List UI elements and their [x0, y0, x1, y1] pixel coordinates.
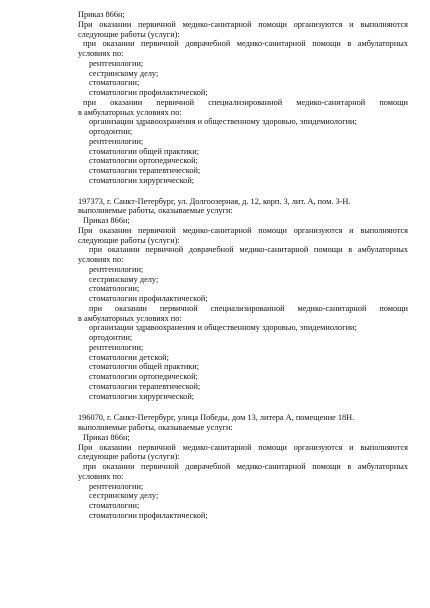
text-line: стоматологии профилактической;: [89, 294, 208, 303]
text-line: стоматологии ортопедической;: [89, 156, 198, 166]
document-body: [0, 10, 430, 521]
text-line: в амбулаторных условиях по:: [78, 313, 182, 323]
text-line: организации здравоохранения и общественному здоровью, эпидемиологии;: [89, 323, 357, 333]
text-line: сестринскому делу;: [89, 491, 159, 501]
text-line: в амбулаторных условиях по:: [78, 107, 182, 117]
text-line: условиях по:: [78, 49, 124, 58]
text-line: следующие работы (услуги):: [78, 452, 180, 462]
text-line: следующие работы (услуги):: [78, 235, 180, 245]
text-line: стоматологии;: [89, 78, 140, 88]
text-line: условиях по:: [78, 471, 124, 481]
text-line: Приказ 866н;: [83, 216, 130, 225]
text-line: рентгенологии;: [89, 342, 144, 352]
text-line: условиях по:: [78, 255, 124, 264]
text-line: при оказании первичной доврачебной медико-санитарной помощи в амбулаторных: [83, 39, 408, 49]
text-line: рентгенологии;: [89, 136, 144, 146]
text-line: Приказ 866н;: [78, 10, 125, 19]
text-line: стоматологии общей практики;: [89, 362, 200, 372]
text-line: При оказании первичной медико-санитарной помощи организуются и выполняются: [78, 225, 408, 235]
text-line: сестринскому делу;: [89, 274, 159, 284]
text-line: стоматологии хирургической;: [89, 175, 195, 185]
section-block-1: [0, 10, 430, 186]
text-line: ортодонтии;: [89, 127, 133, 136]
block-spacer: [0, 186, 430, 197]
address-line: 196070, г. Санкт-Петербург, улица Победы, дом 13, литера А, помещение 18Н.: [78, 413, 355, 423]
text-line: рентгенологии;: [89, 481, 144, 491]
section-block-2: [0, 197, 430, 402]
text-line: стоматологии общей практики;: [89, 146, 200, 156]
text-line: при оказании первичной специализированной медико-санитарной помощи: [89, 303, 408, 313]
text-line: стоматологии;: [89, 501, 140, 510]
text-line: выполняемые работы, оказываемые услуги:: [78, 423, 233, 432]
section-block-3: [0, 413, 430, 520]
text-line: стоматологии детской;: [89, 352, 169, 362]
block-spacer: [0, 401, 430, 413]
text-line: стоматологии профилактической;: [89, 88, 208, 97]
text-line: рентгенологии;: [89, 58, 144, 68]
address-line: 197373, г. Санкт-Петербург, ул. Долгоозерная, д. 12, корп. 3, лит. А, пом. 3-Н.: [78, 196, 351, 206]
text-line: Приказ 866н;: [83, 432, 130, 442]
text-line: организации здравоохранения и общественному здоровью, эпидемиологии;: [89, 117, 357, 127]
text-line: стоматологии терапевтической;: [89, 166, 201, 175]
text-line: ортодонтии;: [89, 333, 133, 342]
text-line: стоматологии;: [89, 284, 140, 294]
text-line: при оказании первичной доврачебной медико-санитарной помощи в амбулаторных: [83, 462, 408, 471]
text-line: при оказании первичной специализированной медико-санитарной помощи: [83, 97, 408, 107]
text-line: стоматологии хирургической;: [89, 391, 195, 401]
text-line: следующие работы (услуги):: [78, 29, 180, 39]
text-line: При оказании первичной медико-санитарной помощи организуются и выполняются: [78, 442, 408, 452]
text-line: сестринскому делу;: [89, 68, 159, 78]
text-line: При оказании первичной медико-санитарной помощи организуются и выполняются: [78, 19, 408, 29]
text-line: рентгенологии;: [89, 264, 144, 274]
text-line: при оказании первичной доврачебной медико-санитарной помощи в амбулаторных: [89, 245, 408, 255]
text-line: стоматологии профилактической;: [89, 510, 208, 520]
text-line: стоматологии терапевтической;: [89, 381, 201, 391]
text-line: выполняемые работы, оказываемые услуги:: [78, 206, 233, 216]
text-line: стоматологии ортопедической;: [89, 372, 198, 381]
